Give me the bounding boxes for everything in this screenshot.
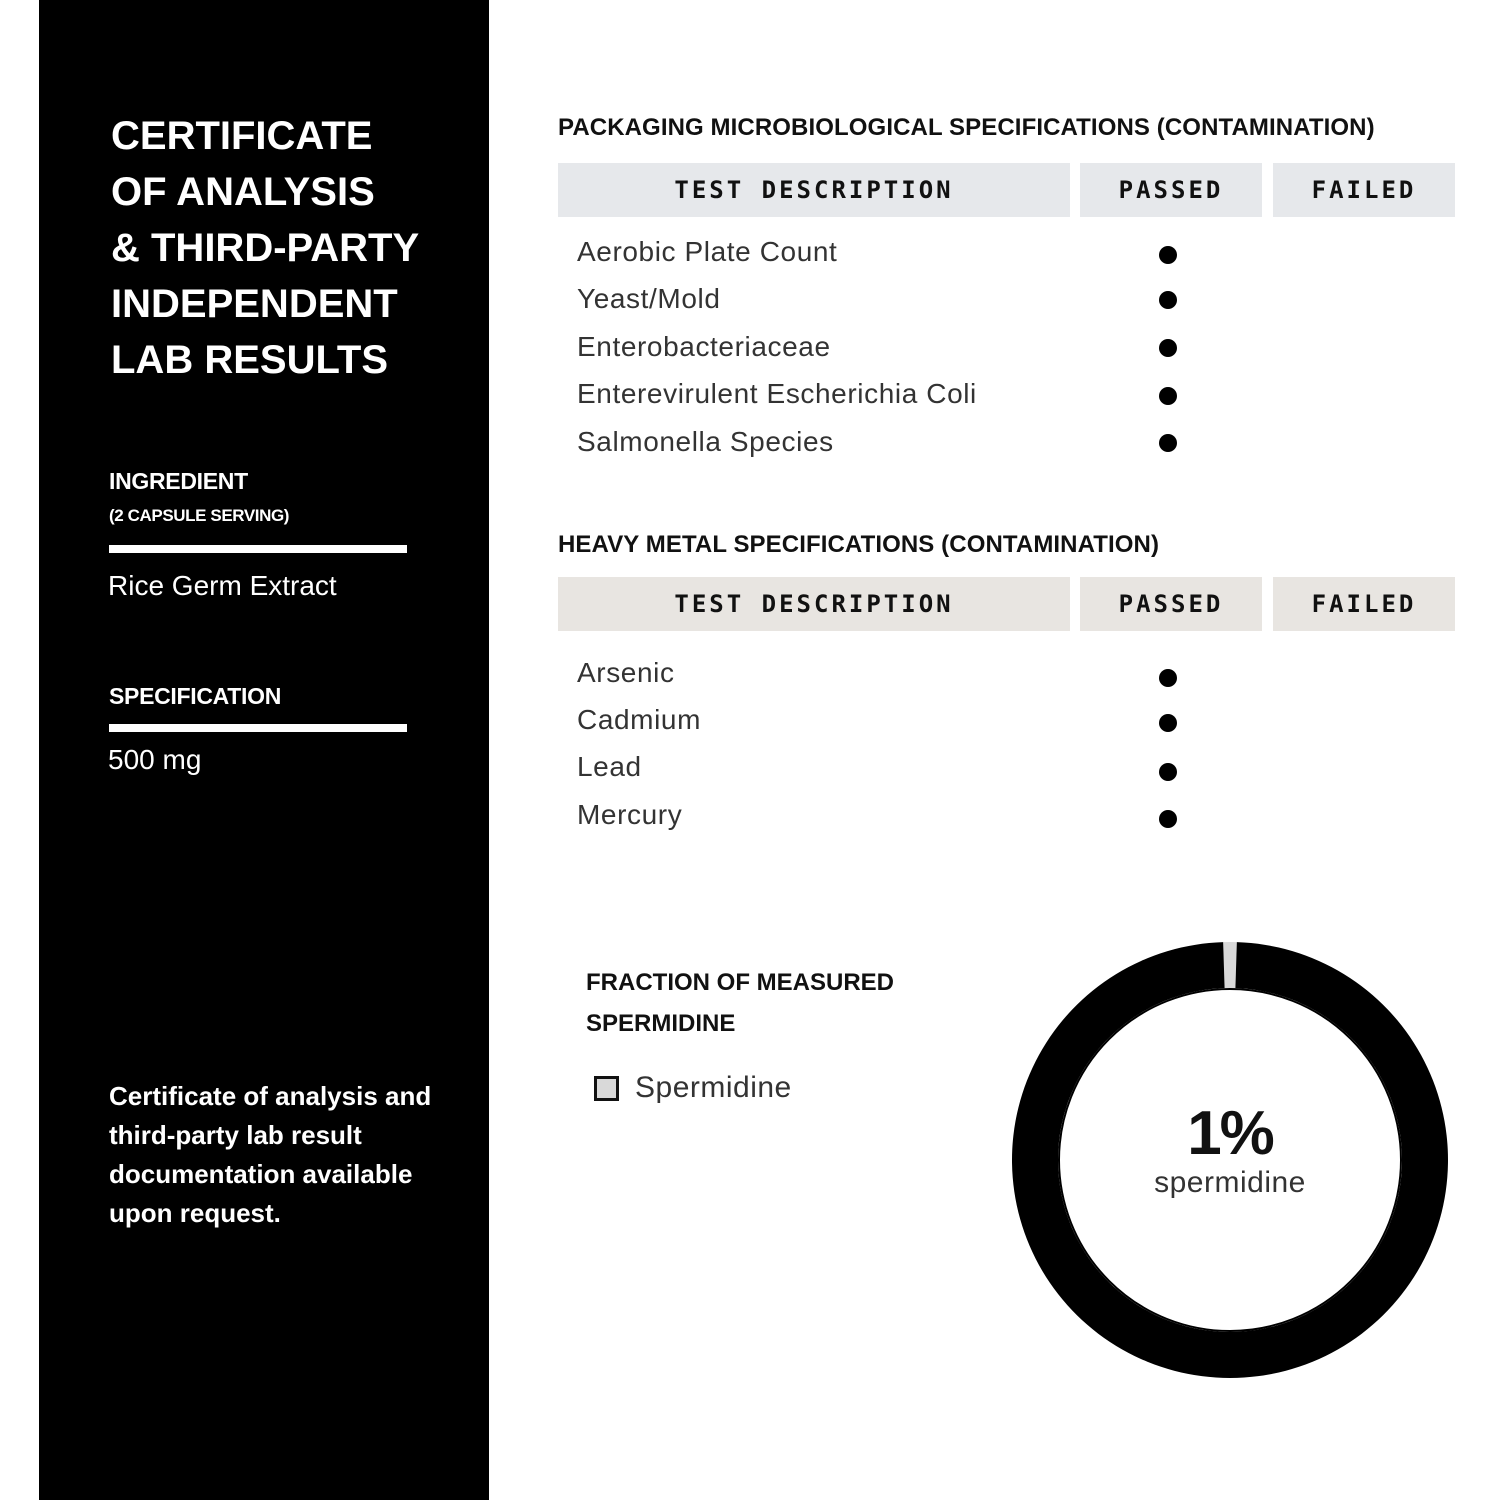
donut-center-label: spermidine xyxy=(1154,1166,1306,1199)
micro-passed-dot xyxy=(1159,434,1177,452)
sidebar xyxy=(39,0,489,1500)
micro-row-label: Enterobacteriaceae xyxy=(577,331,831,362)
micro-section-title: PACKAGING MICROBIOLOGICAL SPECIFICATIONS (CONTAMINATION) xyxy=(558,114,1375,141)
specification-label: SPECIFICATION xyxy=(109,683,282,709)
metals-header-failed: FAILED xyxy=(1273,577,1455,631)
metals-row-label: Mercury xyxy=(577,799,683,830)
micro-row-label: Enterevirulent Escherichia Coli xyxy=(577,378,977,409)
metals-section-title: HEAVY METAL SPECIFICATIONS (CONTAMINATION) xyxy=(558,531,1160,558)
metals-row-label: Cadmium xyxy=(577,704,702,735)
ingredient-divider xyxy=(109,545,407,553)
metals-header-description: TEST DESCRIPTION xyxy=(558,577,1070,631)
metals-passed-dot xyxy=(1159,763,1177,781)
fraction-title: FRACTION OF MEASURED SPERMIDINE xyxy=(586,969,894,1037)
spermidine-legend-label: Spermidine xyxy=(635,1071,792,1104)
micro-header-passed: PASSED xyxy=(1080,163,1262,217)
specification-value: 500 mg xyxy=(108,744,202,775)
metals-passed-dot xyxy=(1159,714,1177,732)
metals-row-label: Arsenic xyxy=(577,657,675,688)
micro-passed-dot xyxy=(1159,291,1177,309)
availability-note: Certificate of analysis and third-party lab result documentation available upon request. xyxy=(109,1081,432,1228)
ingredient-value: Rice Germ Extract xyxy=(108,570,337,601)
page-title: CERTIFICATE OF ANALYSIS & THIRD-PARTY INDEPENDENT LAB RESULTS xyxy=(111,114,420,382)
micro-passed-dot xyxy=(1159,339,1177,357)
ingredient-label: INGREDIENT xyxy=(109,468,248,494)
specification-divider xyxy=(109,724,407,732)
metals-row-label: Lead xyxy=(577,751,642,782)
micro-header-failed: FAILED xyxy=(1273,163,1455,217)
micro-header-description: TEST DESCRIPTION xyxy=(558,163,1070,217)
micro-passed-dot xyxy=(1159,387,1177,405)
metals-passed-dot xyxy=(1159,810,1177,828)
donut-center-value: 1% xyxy=(1187,1099,1273,1168)
spermidine-legend-swatch xyxy=(594,1076,619,1101)
micro-passed-dot xyxy=(1159,246,1177,264)
micro-row-label: Yeast/Mold xyxy=(577,283,721,314)
ingredient-sublabel: (2 CAPSULE SERVING) xyxy=(109,506,290,525)
metals-header-passed: PASSED xyxy=(1080,577,1262,631)
micro-row-label: Aerobic Plate Count xyxy=(577,236,838,267)
micro-row-label: Salmonella Species xyxy=(577,426,834,457)
metals-passed-dot xyxy=(1159,669,1177,687)
spermidine-slice xyxy=(1223,942,1237,988)
